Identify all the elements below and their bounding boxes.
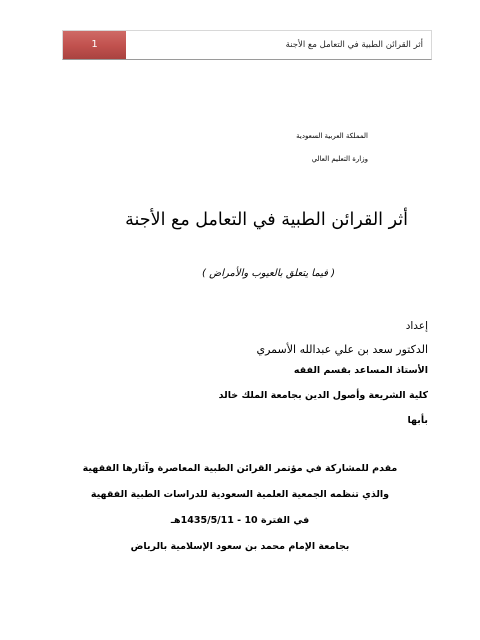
ministry-line-ministry: وزارة التعليم العالي bbox=[311, 155, 368, 163]
conference-line-2: والذي تنظمه الجمعية العلمية السعودية للدراسات الطبية الفقهية bbox=[90, 489, 390, 500]
conference-date: في الفترة 10 - 1435/5/11هـ bbox=[170, 515, 310, 526]
document-title: أثر القرائن الطبية في التعامل مع الأجنة bbox=[125, 210, 408, 230]
ministry-line-country: المملكة العربية السعودية bbox=[296, 132, 368, 140]
conference-venue: بجامعة الإمام محمد بن سعود الإسلامية بالرياض bbox=[130, 541, 350, 552]
author-city: بأبها bbox=[407, 415, 428, 426]
page-number: 1 bbox=[63, 31, 126, 59]
conference-line-1: مقدم للمشاركة في مؤتمر القرائن الطبية المعاصرة وآثارها الفقهية bbox=[82, 463, 398, 474]
running-title: أثر القرائن الطبية في التعامل مع الأجنة bbox=[285, 40, 423, 50]
author-position: الأستاذ المساعد بقسم الفقه bbox=[293, 365, 428, 376]
author-name: الدكتور سعد بن علي عبدالله الأسمري bbox=[256, 343, 428, 356]
author-college: كلية الشريعة وأصول الدين بجامعة الملك خالد bbox=[218, 390, 428, 401]
document-subtitle: ( فيما يتعلق بالعيوب والأمراض ) bbox=[202, 268, 335, 279]
page-header bbox=[62, 30, 432, 60]
preparation-label: إعداد bbox=[405, 320, 428, 332]
